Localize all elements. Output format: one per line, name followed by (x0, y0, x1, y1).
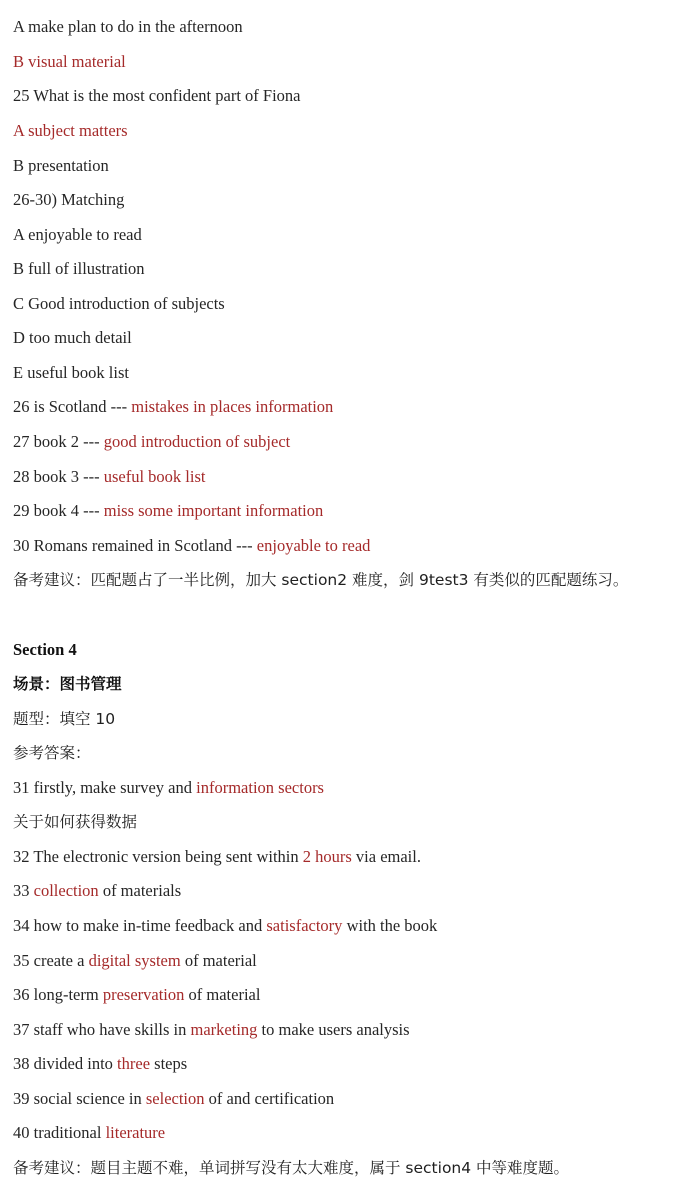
answer-text-after: steps (150, 1054, 188, 1073)
answer-text-before: 34 how to make in-time feedback and (13, 916, 267, 935)
matching-answer-29 (13, 500, 323, 522)
matching-option-b: B full of illustration (13, 259, 145, 278)
answer-value: 2 hours (302, 847, 352, 866)
answer-value: three (117, 1054, 151, 1073)
answer-text-after: with the book (342, 916, 438, 935)
answer-value: miss some important information (103, 501, 324, 520)
q24-option-b-answer: B visual material (13, 52, 126, 71)
matching-answer-28 (13, 466, 205, 488)
answer-prefix: 28 book 3 --- (13, 467, 104, 486)
answer-33 (13, 880, 181, 902)
answer-value: collection (33, 881, 99, 900)
q25-option-b: B presentation (13, 156, 109, 175)
answer-text-before: 33 (13, 881, 34, 900)
answer-text-after: of materials (98, 881, 182, 900)
answer-text-before: 31 firstly, make survey and (13, 778, 197, 797)
section4-reference-answers: 参考答案： (13, 744, 91, 762)
answer-prefix: 29 book 4 --- (13, 501, 104, 520)
answer-value: preservation (102, 985, 185, 1004)
answer-text-after: of and certification (204, 1089, 335, 1108)
answer-39 (13, 1088, 334, 1110)
answer-text-before: 38 divided into (13, 1054, 118, 1073)
answer-32 (13, 846, 421, 868)
answer-37 (13, 1019, 410, 1041)
answer-35 (13, 950, 257, 972)
answer-value: information sectors (196, 778, 324, 797)
matching-header: 26-30) Matching (13, 190, 125, 209)
answer-value: marketing (190, 1020, 258, 1039)
answer-text-after: of material (184, 985, 261, 1004)
answer-prefix: 27 book 2 --- (13, 432, 104, 451)
answer-prefix: 26 is Scotland --- (13, 397, 132, 416)
answer-34 (13, 915, 437, 937)
answer-text-before: 32 The electronic version being sent within (13, 847, 303, 866)
matching-option-a: A enjoyable to read (13, 225, 142, 244)
q25-option-a-answer: A subject matters (13, 121, 128, 140)
answer-36 (13, 984, 260, 1006)
answer-text-before: 35 create a (13, 951, 89, 970)
section4-title: Section 4 (13, 640, 77, 659)
section4-subheading: 关于如何获得数据 (13, 813, 138, 831)
answer-text-before: 36 long-term (13, 985, 103, 1004)
matching-answer-26 (13, 396, 333, 418)
answer-text-after: via email. (351, 847, 421, 866)
answer-text-before: 39 social science in (13, 1089, 146, 1108)
answer-40 (13, 1122, 165, 1144)
answer-value: literature (105, 1123, 166, 1142)
matching-option-c: C Good introduction of subjects (13, 294, 225, 313)
answer-value: satisfactory (266, 916, 343, 935)
matching-option-d: D too much detail (13, 328, 132, 347)
matching-answer-27 (13, 431, 290, 453)
q25-question: 25 What is the most confident part of Fiona (13, 86, 301, 105)
answer-value: digital system (88, 951, 181, 970)
answer-value: enjoyable to read (256, 536, 371, 555)
answer-38 (13, 1053, 187, 1075)
section4-scene: 场景：图书管理 (13, 675, 122, 693)
answer-value: selection (145, 1089, 205, 1108)
section3-advice: 备考建议：匹配题占了一半比例，加大 section2 难度，剑 9test3 有类似的匹配题练习。 (13, 571, 629, 589)
q24-option-a: A make plan to do in the afternoon (13, 17, 243, 36)
answer-value: mistakes in places information (131, 397, 334, 416)
answer-text-after: to make users analysis (257, 1020, 410, 1039)
section4-advice: 备考建议：题目主题不难，单词拼写没有太大难度，属于 section4 中等难度题。 (13, 1159, 570, 1177)
matching-answer-30 (13, 535, 370, 557)
answer-31 (13, 777, 324, 799)
answer-prefix: 30 Romans remained in Scotland --- (13, 536, 257, 555)
answer-value: useful book list (103, 467, 206, 486)
answer-value: good introduction of subject (103, 432, 291, 451)
matching-option-e: E useful book list (13, 363, 129, 382)
answer-text-after: of material (180, 951, 257, 970)
answer-text-before: 40 traditional (13, 1123, 106, 1142)
answer-text-before: 37 staff who have skills in (13, 1020, 191, 1039)
section4-question-type: 题型：填空 10 (13, 710, 116, 728)
